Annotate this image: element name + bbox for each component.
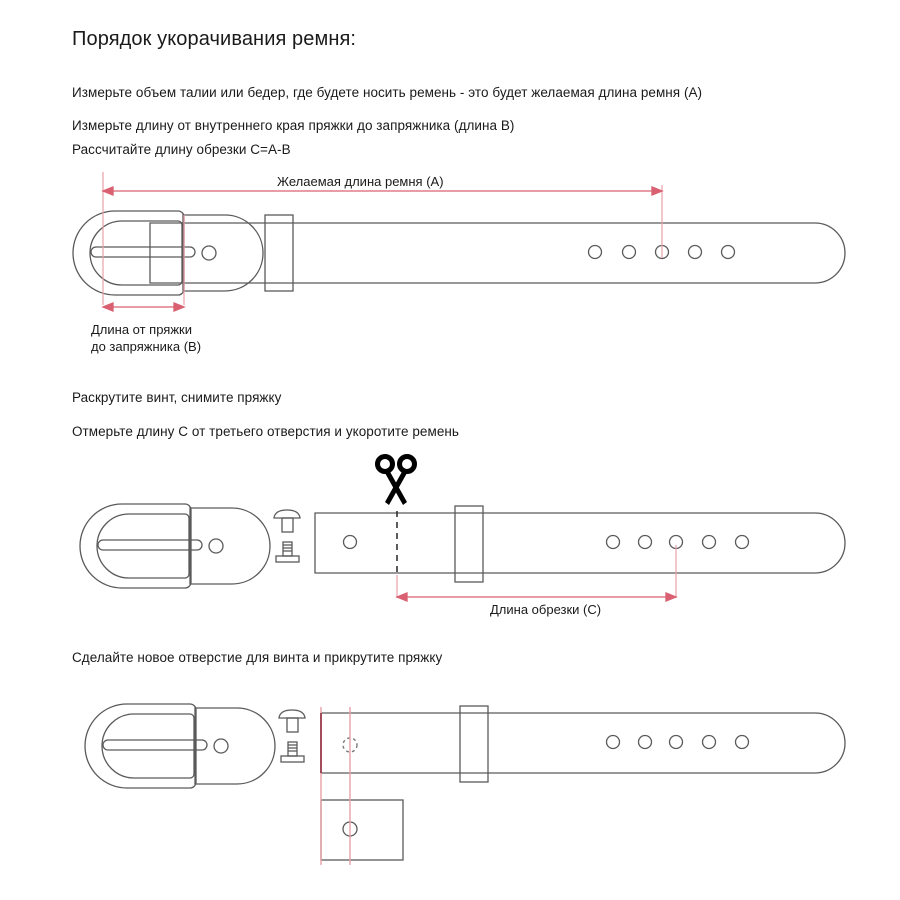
instruction-line-5: Отмерьте длину C от третьего отверстия и укоротите ремень <box>72 424 459 439</box>
alignment-guides-3 <box>321 707 350 865</box>
screw-hole-3 <box>214 739 228 753</box>
instruction-line-1: Измерьте объем талии или бедер, где будете носить ремень - это будет желаемая длина ремня (A) <box>72 85 703 100</box>
belt-strap-3 <box>321 713 845 773</box>
screw-cap-icon <box>279 710 305 732</box>
page-title: Порядок укорачивания ремня: <box>72 28 357 50</box>
screw-post-icon <box>281 742 304 762</box>
dimension-c-label: Длина обрезки (C) <box>490 602 602 617</box>
instruction-line-3: Рассчитайте длину обрезки C=A-B <box>72 142 291 157</box>
instruction-line-6: Сделайте новое отверстие для винта и прикрутите пряжку <box>72 650 443 665</box>
belt-hole-3-4 <box>703 736 716 749</box>
belt-hole-3-2 <box>639 736 652 749</box>
instruction-line-2: Измерьте длину от внутреннего края пряжки до запряжника (длина B) <box>72 118 515 133</box>
belt-hole-3-3 <box>670 736 683 749</box>
belt-hole-3-1 <box>607 736 620 749</box>
screw-parts-3 <box>279 710 305 762</box>
belt-hole-3-5 <box>736 736 749 749</box>
dimension-b-label-line1: Длина от пряжки <box>91 322 192 337</box>
belt-keeper-3 <box>460 706 488 782</box>
instruction-line-4: Раскрутите винт, снимите пряжку <box>72 390 282 405</box>
dimension-b-label-line2: до запряжника (B) <box>91 339 202 354</box>
buckle-prong-3 <box>103 740 207 750</box>
belt-offcut-3 <box>321 800 403 860</box>
buckle-frame-inner-3 <box>102 714 194 778</box>
dimension-a-label: Желаемая длина ремня (A) <box>277 174 444 189</box>
